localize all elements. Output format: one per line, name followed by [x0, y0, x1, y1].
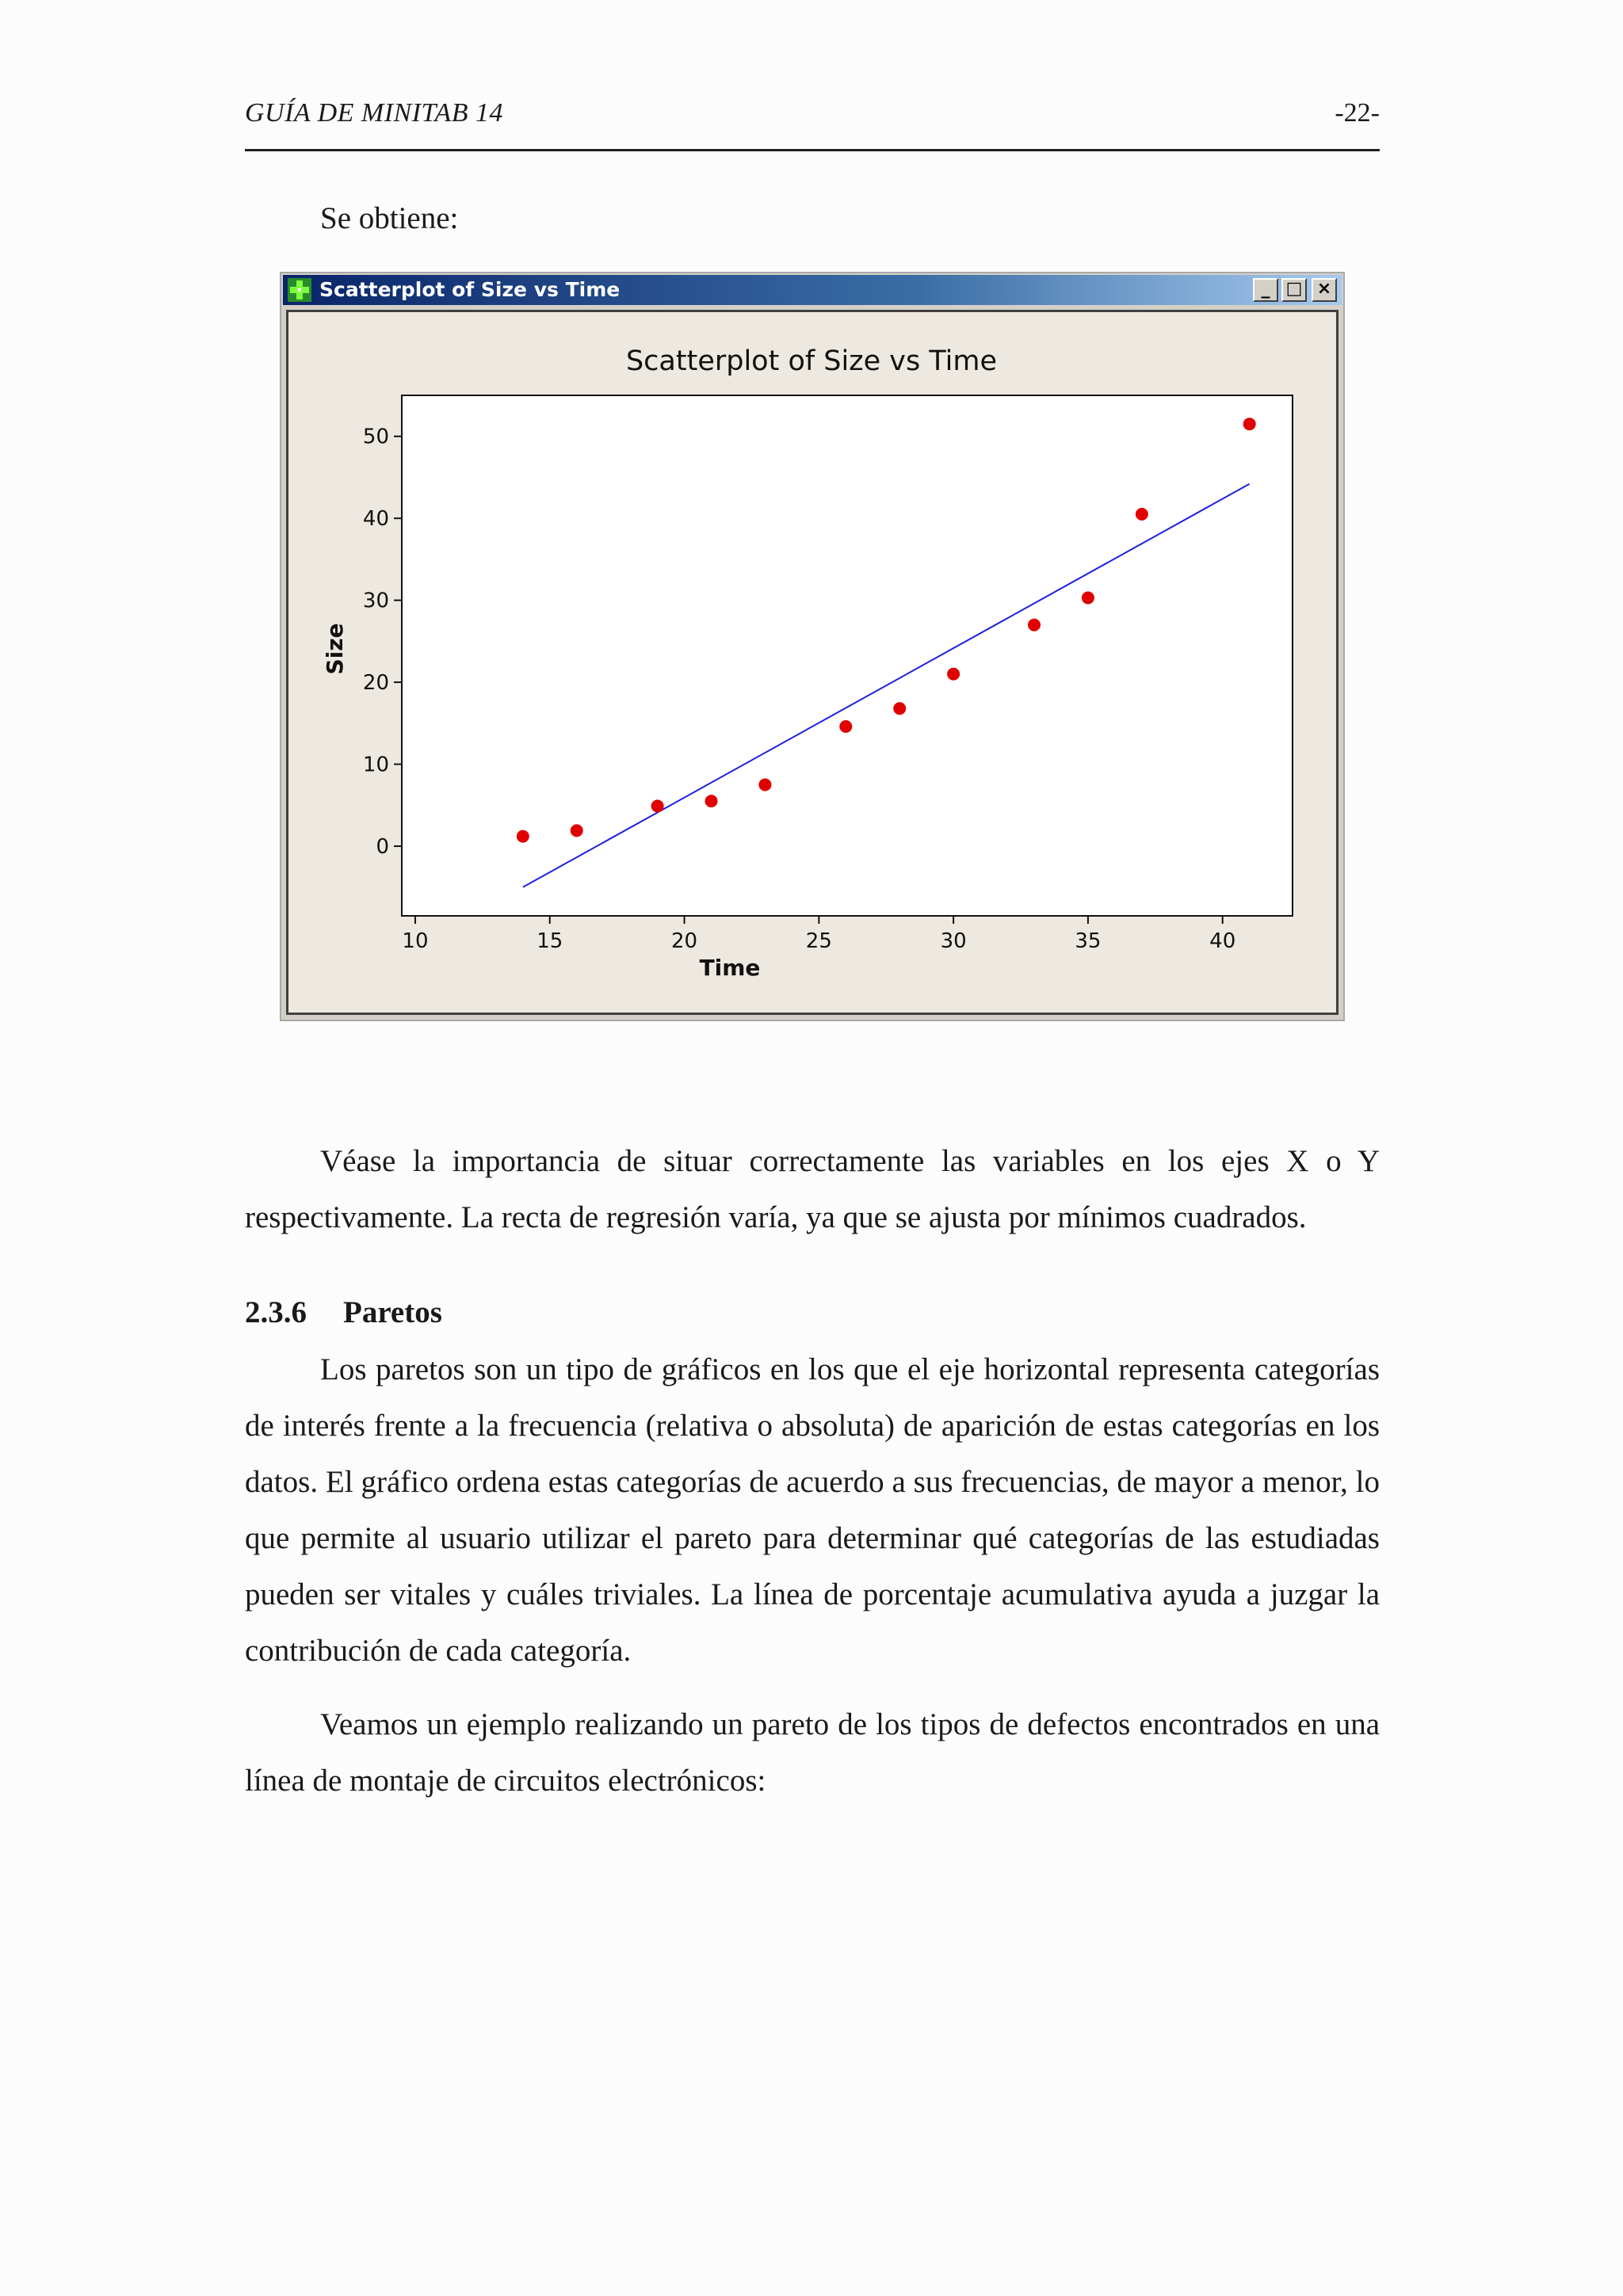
- data-point: [571, 824, 583, 837]
- paragraph-example: Veamos un ejemplo realizando un pareto de los tipos de defectos encontrados en una línea de montaje de circuitos electrónicos:: [245, 1707, 1380, 1798]
- window-title: Scatterplot of Size vs Time: [319, 278, 621, 301]
- data-point: [758, 778, 771, 791]
- chart-area: [286, 310, 1338, 1015]
- x-tick-label: 40: [1209, 929, 1236, 953]
- x-axis-label: Time: [699, 955, 761, 981]
- x-tick-label: 10: [402, 929, 429, 953]
- minimize-button[interactable]: _: [1253, 278, 1278, 302]
- x-tick-label: 30: [940, 929, 967, 953]
- paragraph-paretos: Los paretos son un tipo de gráficos en los que el eje horizontal representa categorías de interés frente a la frecuencia (relativa o absoluta) de aparición de estas categorías en los datos. El gráfico ordena estas categorías de acuerdo a sus frecuencias, de mayor a menor, lo que permite al usuario utilizar el pareto para determinar qué categorías de las estudiadas pueden ser vitales y cuáles triviales. La línea de porcentaje acumulativa ayuda a juzgar la contribución de cada categoría.: [245, 1352, 1380, 1668]
- section-number: 2.3.6: [245, 1295, 307, 1329]
- minitab-graph-icon: [288, 278, 311, 302]
- close-button[interactable]: ×: [1312, 278, 1337, 302]
- window-titlebar[interactable]: [283, 275, 1342, 305]
- data-point: [947, 668, 960, 681]
- section-title: Paretos: [343, 1295, 442, 1329]
- data-point: [705, 795, 718, 807]
- data-point: [1136, 508, 1148, 521]
- maximize-button[interactable]: □: [1281, 278, 1307, 302]
- chart-title: Scatterplot of Size vs Time: [625, 345, 998, 377]
- scatterplot-chart: [288, 312, 1339, 1016]
- y-tick-label: 10: [362, 753, 389, 777]
- document-title: GUÍA DE MINITAB 14: [245, 98, 503, 128]
- intro-text: Se obtiene:: [320, 201, 459, 235]
- x-tick-label: 35: [1075, 929, 1102, 953]
- y-tick-label: 30: [362, 589, 389, 613]
- data-point: [1243, 418, 1256, 430]
- plot-area: [402, 395, 1293, 916]
- y-tick-label: 50: [362, 425, 389, 449]
- scatterplot-window[interactable]: [280, 272, 1345, 1021]
- data-point: [1028, 619, 1041, 631]
- data-point: [839, 720, 852, 733]
- section-heading: [245, 1289, 442, 1337]
- y-tick-label: 0: [376, 835, 389, 860]
- page-number: -22-: [1335, 98, 1380, 128]
- y-tick-label: 40: [362, 507, 389, 532]
- data-point: [651, 799, 664, 812]
- y-axis-label: Size: [322, 623, 348, 675]
- data-point: [893, 702, 906, 715]
- data-point: [1082, 592, 1094, 605]
- x-tick-label: 25: [805, 929, 832, 953]
- paragraph-regression: Véase la importancia de situar correctamente las variables en los ejes X o Y respectivamente. La recta de regresión varía, ya que se ajusta por mínimos cuadrados.: [245, 1144, 1380, 1234]
- x-tick-label: 20: [671, 929, 698, 953]
- x-tick-label: 15: [537, 929, 563, 953]
- y-tick-label: 20: [362, 671, 389, 696]
- data-point: [517, 830, 529, 843]
- page-header: [245, 93, 1380, 151]
